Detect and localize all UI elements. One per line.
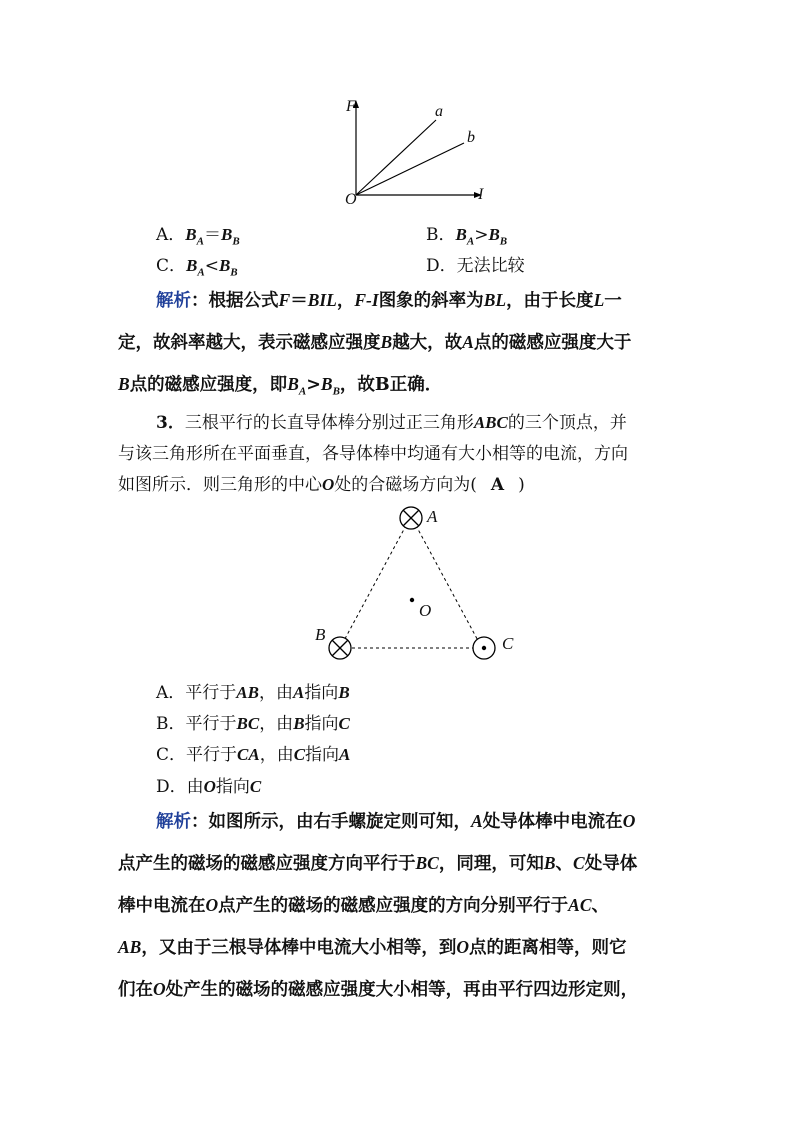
- vertex-c-label: C: [502, 634, 514, 653]
- analysis2-line3: B点的磁感应强度，即$B_A>B_B$，故B正确．: [118, 374, 443, 398]
- q2-option-c[interactable]: C．$B_A<B_B$: [156, 256, 238, 279]
- answer-mark: A: [490, 475, 505, 495]
- conductor-c-out-of-page-icon: [473, 637, 495, 659]
- analysis2-line1: 解析：根据公式F＝BIL，F-I图象的斜率为BL，由于长度L一: [156, 290, 622, 311]
- line-b-label: b: [467, 129, 475, 146]
- axis-i-label: I: [478, 186, 484, 203]
- q2-option-d[interactable]: D．无法比较: [426, 256, 525, 276]
- edge-ac: [413, 520, 482, 648]
- question3-line1: 3．三根平行的长直导体棒分别过正三角形ABC的三个顶点，并: [156, 413, 627, 433]
- vertex-a-label: A: [427, 507, 438, 526]
- q2-option-a[interactable]: A．$B_A=B_B$: [156, 225, 240, 248]
- analysis3-line3: 棒中电流在O点产生的磁场的磁感应强度的方向分别平行于AC、: [118, 895, 609, 916]
- line-b: [356, 143, 464, 195]
- question3-line2: 与该三角形所在平面垂直，各导体棒中均通有大小相等的电流，方向: [118, 444, 628, 464]
- analysis3-line5: 们在O处产生的磁场的磁感应强度大小相等，再由平行四边形定则，: [118, 979, 639, 1000]
- origin-label: O: [345, 191, 357, 208]
- q3-option-d[interactable]: D．由O指向C: [156, 777, 262, 797]
- q3-option-b[interactable]: B．平行于BC，由B指向C: [156, 714, 350, 734]
- q2-option-b[interactable]: B．$B_A>B_B$: [426, 225, 508, 248]
- analysis3-line1: 解析：如图所示，由右手螺旋定则可知，A处导体棒中电流在O: [156, 811, 636, 832]
- axis-f-label: F: [346, 98, 356, 115]
- line-a: [356, 120, 436, 195]
- q3-option-a[interactable]: A．平行于AB，由A指向B: [156, 683, 350, 703]
- vertex-b-label: B: [315, 625, 326, 644]
- triangle-diagram: [320, 500, 530, 670]
- center-o-dot: [410, 598, 414, 602]
- q3-option-c[interactable]: C．平行于CA，由C指向A: [156, 745, 351, 765]
- analysis3-line4: AB，又由于三根导体棒中电流大小相等，到O点的距离相等，则它: [118, 937, 627, 958]
- analysis-label: 解析: [156, 812, 191, 832]
- question3-line3: 如图所示．则三角形的中心O处的合磁场方向为( A ): [118, 475, 525, 495]
- analysis3-line2: 点产生的磁场的磁感应强度方向平行于BC，同理，可知B、C处导体: [118, 853, 638, 874]
- analysis-label: 解析: [156, 291, 191, 311]
- center-o-label: O: [419, 601, 432, 620]
- edge-ab: [340, 520, 409, 648]
- analysis2-line2: 定，故斜率越大，表示磁感应强度B越大，故A点的磁感应强度大于: [118, 332, 632, 353]
- conductor-b-into-page-icon: [329, 637, 351, 659]
- conductor-a-into-page-icon: [400, 507, 422, 529]
- line-a-label: a: [435, 103, 443, 120]
